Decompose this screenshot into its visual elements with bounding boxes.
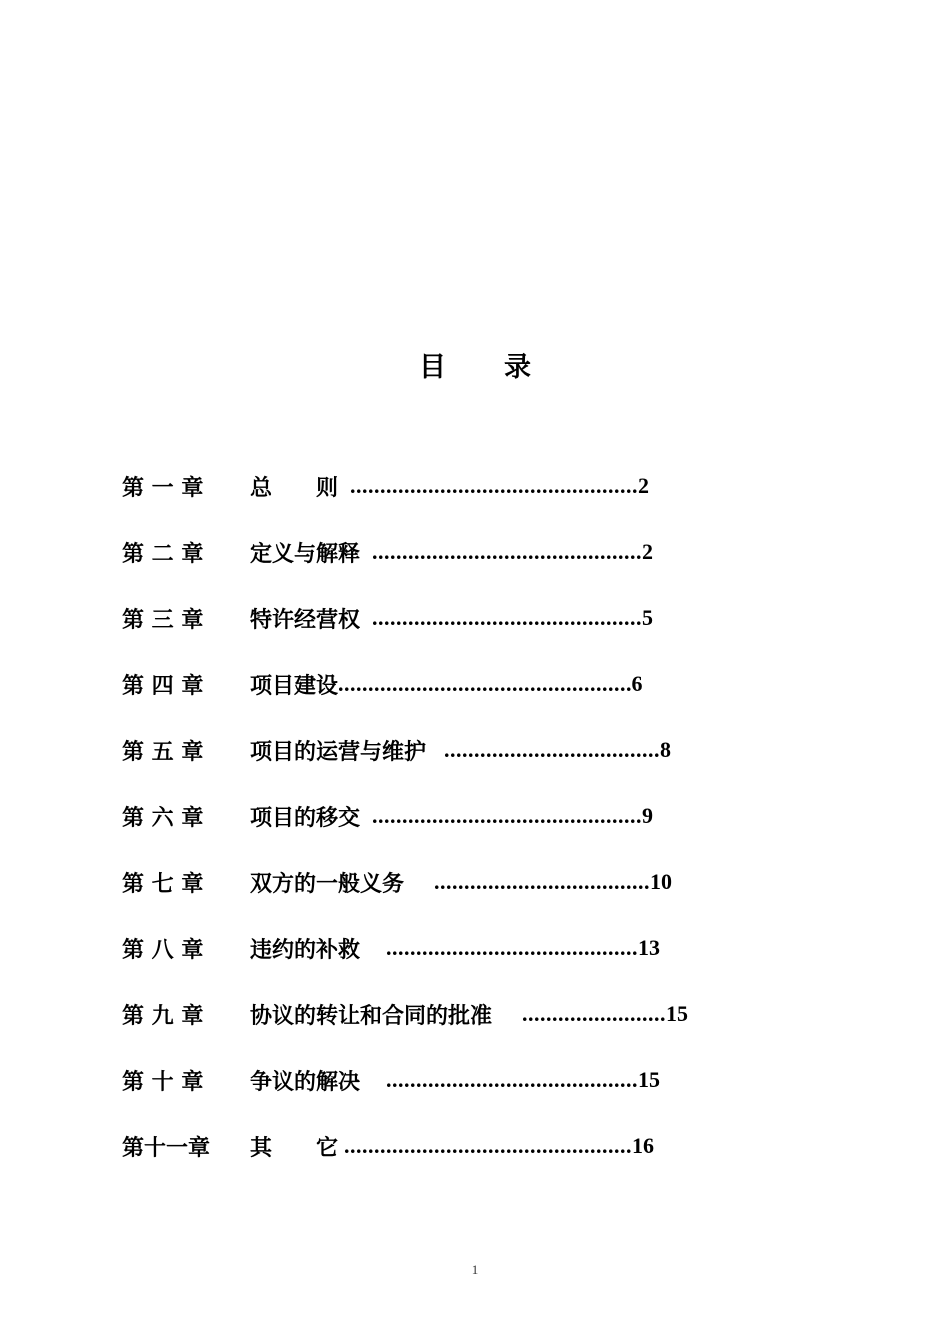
toc-leader-dots: ................................................	[350, 473, 639, 498]
toc-chapter: 第 十 章	[122, 1069, 204, 1095]
toc-chapter: 第 一 章	[122, 475, 204, 501]
toc-label: 其 它	[250, 1135, 339, 1161]
toc-chapter: 第 八 章	[122, 937, 204, 963]
toc-chapter: 第 五 章	[122, 739, 204, 765]
toc-label: 总 则	[250, 475, 339, 501]
toc-label: 争议的解决	[250, 1069, 361, 1095]
toc-page-number: 5	[642, 605, 654, 630]
toc-leader-dots: ................................................	[338, 671, 627, 696]
toc-leader-dots: ..........................................	[386, 1067, 639, 1092]
toc-entry	[122, 930, 660, 966]
toc-chapter: 第 四 章	[122, 673, 204, 699]
toc-chapter: 第 七 章	[122, 871, 204, 897]
toc-leader-dots: .............................................	[372, 539, 643, 564]
toc-entry	[122, 1062, 660, 1098]
toc-chapter: 第 二 章	[122, 541, 204, 567]
toc-leader-dots: ....................................	[434, 869, 651, 894]
toc-leader-dots: .............................................	[372, 605, 643, 630]
toc-label: 定义与解释	[250, 541, 361, 567]
toc-chapter: 第 三 章	[122, 607, 204, 633]
toc-page-number: .6	[626, 671, 643, 696]
toc-entry	[122, 864, 672, 900]
toc-entry	[122, 1128, 654, 1164]
toc-entry	[122, 534, 653, 570]
toc-title: 目录	[419, 352, 589, 383]
page-number: 1	[471, 1262, 479, 1277]
toc-chapter: 第 九 章	[122, 1003, 204, 1029]
toc-page-number: 2	[638, 473, 650, 498]
toc-entry	[122, 798, 653, 834]
toc-label: 双方的一般义务	[250, 871, 405, 897]
toc-entry	[122, 732, 671, 768]
toc-page-number: 15	[638, 1067, 661, 1092]
toc-page-number: 16	[632, 1133, 655, 1158]
toc-page-number: 9	[642, 803, 654, 828]
toc-leader-dots: ....................................	[444, 737, 661, 762]
toc-entry	[122, 996, 688, 1032]
toc-entry	[122, 666, 643, 702]
toc-label: 项目的移交	[250, 805, 361, 831]
toc-label: 违约的补救	[250, 937, 361, 963]
toc-chapter: 第十一章	[122, 1135, 211, 1161]
toc-page-number: 2	[642, 539, 654, 564]
toc-leader-dots: ................................................	[344, 1133, 633, 1158]
toc-chapter: 第 六 章	[122, 805, 204, 831]
toc-leader-dots: ........................	[522, 1001, 667, 1026]
toc-label: 项目建设	[250, 673, 339, 699]
toc-leader-dots: .............................................	[372, 803, 643, 828]
toc-page-number: 15	[666, 1001, 689, 1026]
toc-leader-dots: ..........................................	[386, 935, 639, 960]
toc-page-number: 8	[660, 737, 672, 762]
toc-entry	[122, 468, 649, 504]
toc-label: 协议的转让和合同的批准	[250, 1003, 493, 1029]
toc-page-number: 10	[650, 869, 673, 894]
toc-page-number: 13	[638, 935, 661, 960]
toc-entry	[122, 600, 653, 636]
toc-label: 特许经营权	[250, 607, 361, 633]
toc-label: 项目的运营与维护	[250, 739, 427, 765]
